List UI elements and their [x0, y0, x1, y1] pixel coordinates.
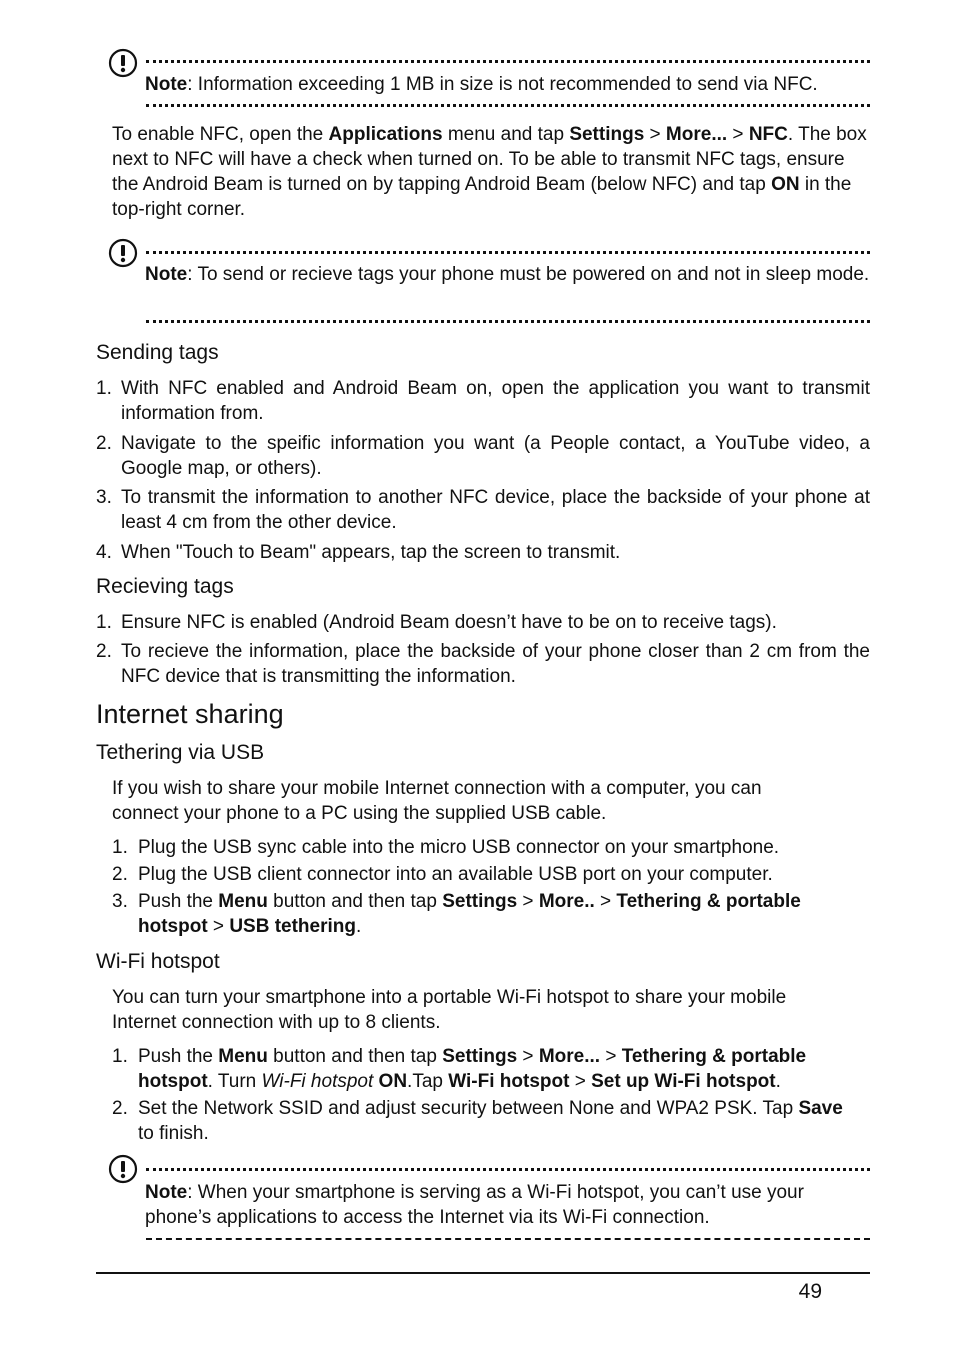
note-top-border — [146, 1168, 870, 1171]
note-box — [106, 50, 870, 110]
note-text: Note: Information exceeding 1 MB in size is not recommended to send via NFC. — [145, 74, 818, 95]
note-top-border — [146, 251, 870, 254]
note-text: Note: When your smartphone is serving as a Wi-Fi hotspot, you can’t use your phone’s applications to access the Internet via its Wi-Fi connection. — [145, 1182, 804, 1228]
list-item: 2. Set the Network SSID and adjust security between None and WPA2 PSK. Tap Save to finish. — [112, 1098, 843, 1144]
footer-rule — [96, 1272, 870, 1274]
section-heading-recieving-tags: Recieving tags — [96, 575, 234, 598]
tethering-intro: If you wish to share your mobile Internet connection with a computer, you can connect your phone to a PC using the supplied USB cable. — [112, 778, 762, 824]
section-heading-wifi-hotspot: Wi-Fi hotspot — [96, 950, 220, 973]
section-heading-tethering-usb: Tethering via USB — [96, 741, 265, 764]
list-item: 4. When "Touch to Beam" appears, tap the screen to transmit. — [96, 542, 621, 563]
warning-icon — [108, 1154, 138, 1184]
note-top-border — [146, 60, 870, 63]
note-text: Note: To send or recieve tags your phone must be powered on and not in sleep mode. — [145, 264, 870, 285]
list-item: 1. With NFC enabled and Android Beam on, open the application you want to transmit information from. — [96, 378, 870, 424]
note-bottom-border — [146, 1238, 870, 1240]
list-item: 1. Push the Menu button and then tap Settings > More... > Tethering & portable hotspot. Turn Wi-Fi hotspot ON.Tap Wi-Fi hotspot > Set up Wi-Fi hotspot. — [112, 1046, 807, 1092]
section-heading-sending-tags: Sending tags — [96, 341, 219, 364]
page-number: 49 — [798, 1280, 822, 1303]
note-box — [106, 1156, 870, 1246]
wifi-intro: You can turn your smartphone into a portable Wi-Fi hotspot to share your mobile Internet connection with up to 8 clients. — [112, 987, 787, 1033]
list-item: 2. Plug the USB client connector into an available USB port on your computer. — [112, 864, 773, 885]
enable-nfc-paragraph: To enable NFC, open the Applications menu and tap Settings > More... > NFC. The box next to NFC will have a check when turned on. To be able to transmit NFC tags, ensure the Android Beam is turned on by tapping Android Beam (below NFC) and tap ON in the top-right corner. — [112, 124, 867, 220]
list-item: 1. Plug the USB sync cable into the micro USB connector on your smartphone. — [112, 837, 780, 858]
warning-icon — [108, 238, 138, 268]
note-label: Note — [145, 264, 188, 285]
list-item: 1. Ensure NFC is enabled (Android Beam doesn’t have to be on to receive tags). — [96, 612, 777, 633]
list-item: 2. To recieve the information, place the backside of your phone closer than 2 cm from the NFC device that is transmitting the information. — [96, 641, 870, 687]
note-label: Note — [145, 74, 188, 95]
chapter-heading-internet-sharing: Internet sharing — [96, 699, 284, 729]
note-bottom-border — [146, 320, 870, 323]
list-item: 3. Push the Menu button and then tap Settings > More.. > Tethering & portable hotspot > USB tethering. — [112, 891, 801, 937]
note-bottom-border — [146, 104, 870, 107]
note-box — [106, 240, 870, 330]
list-item: 2. Navigate to the speific information you want (a People contact, a YouTube video, a Google map, or others). — [96, 433, 870, 479]
warning-icon — [108, 48, 138, 78]
note-label: Note — [145, 1182, 188, 1203]
list-item: 3. To transmit the information to another NFC device, place the backside of your phone at least 4 cm from the other device. — [96, 487, 870, 533]
